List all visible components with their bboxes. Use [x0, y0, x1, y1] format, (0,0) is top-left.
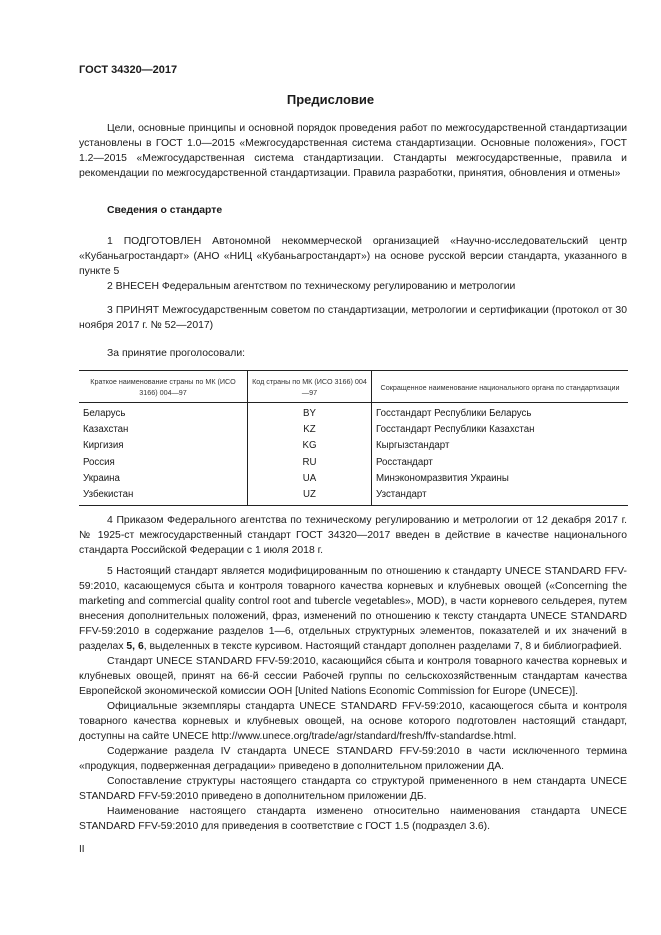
item-5-p1-pre: 5 Настоящий стандарт является модифицированным по отношению к стандарту UNECE STANDARD FFV-59:2010, касающемуся сбыта и контроля товарного качества корневых и клубневых овощей («Concerning the marketing and commercial quality control root and tubercle vegetables», MOD), в части корневого сельдерея, путем внесения дополнительных положений, фраз, изменений по отношению к тексту стандарта UNECE STANDARD FFV-59:2010 в содержание разделов 1—6, отдельных структурных элементов, показателей и их значений в разделах [79, 566, 627, 652]
country-cell: Киргизия [83, 440, 124, 452]
item-5-paragraph-1 [79, 564, 627, 654]
intro-text: Цели, основные принципы и основной порядок проведения работ по межгосударственной стандартизации установлены в ГОСТ 1.0—2015 «Межгосударственная система стандартизации. Основные положения», ГОСТ 1.2—2015 «Межгосударственная система стандартизации. Стандарты межгосударственные, правила и рекомендации по межгосударственной стандартизации. Правила разработки, принятия, обновления и отмены» [79, 123, 627, 179]
country-cell: Россия [83, 456, 115, 468]
item-5-paragraph-3: Официальные экземпляры стандарта UNECE STANDARD FFV-59:2010, касающегося сбыта и контроля товарного качества корневых и клубневых овощей, на основе которого подготовлен настоящий стандарт, доступны на сайте UNECE http://www.unece.org/trade/agr/standard/fresh/ffv-standardse.html. [79, 701, 627, 742]
code-cell: KG [248, 438, 372, 454]
authority-cell: Узстандарт [372, 487, 629, 506]
country-cell: Украина [83, 472, 120, 484]
item-5-paragraph-6: Наименование настоящего стандарта изменено относительно наименования стандарта UNECE STANDARD FFV-59:2010 для приведения в соответствие с ГОСТ 1.5 (подраздел 3.6). [79, 806, 627, 832]
page-title: Предисловие [286, 92, 375, 107]
code-cell: UA [248, 471, 372, 487]
code-cell: KZ [248, 422, 372, 438]
table-row [79, 471, 628, 487]
item-2-paragraph [79, 279, 627, 294]
page-number: II [79, 844, 85, 855]
item-5-p1-bold: 5, 6 [126, 641, 144, 652]
country-cell: Казахстан [83, 424, 129, 436]
authority-cell: Госстандарт Республики Беларусь [372, 403, 629, 423]
table-row [79, 455, 628, 471]
table-header-code: Код страны по МК (ИСО 3166) 004—97 [248, 371, 372, 403]
item-5-paragraph-5: Сопоставление структуры настоящего стандарта со структурой примененного в нем стандарта UNECE STANDARD FFV-59:2010 приведено в дополнительном приложении ДБ. [79, 776, 627, 802]
authority-cell: Росстандарт [372, 455, 629, 471]
table-header-authority: Сокращенное наименование национального органа по стандартизации [372, 371, 629, 403]
table-row [79, 403, 628, 423]
voted-label: За принятие проголосовали: [107, 348, 246, 359]
item-4-text: 4 Приказом Федерального агентства по техническому регулированию и метрологии от 12 декабря 2017 г. № 1925-ст межгосударственный стандарт ГОСТ 34320—2017 введен в действие в качестве национального стандарта Российской Федерации с 1 июля 2018 г. [79, 515, 627, 556]
code-cell: BY [248, 403, 372, 423]
item-5-paragraph-2: Стандарт UNECE STANDARD FFV-59:2010, касающийся сбыта и контроля товарного качества корневых и клубневых овощей, принят на 66-й сессии Рабочей группы по сельскохозяйственным стандартам качества Европейской экономической комиссии ООН [United Nations Economic Commission for Europe (UNECE)]. [79, 656, 627, 697]
item-5-paragraph-4: Содержание раздела IV стандарта UNECE STANDARD FFV-59:2010 в части исключенного термина «продукция, подверженная деградации» приведено в дополнительном приложении ДА. [79, 746, 627, 772]
item-1-paragraph [79, 234, 627, 279]
table-header-country: Краткое наименование страны по МК (ИСО 3166) 004—97 [79, 371, 248, 403]
document-code-header: ГОСТ 34320—2017 [79, 64, 178, 76]
code-cell: UZ [248, 487, 372, 506]
authority-cell: Минэкономразвития Украины [372, 471, 629, 487]
table-row [79, 422, 628, 438]
item-5-section [79, 564, 627, 834]
item-4-paragraph [79, 513, 627, 558]
country-cell: Узбекистан [79, 487, 248, 506]
table-row [79, 438, 628, 454]
item-5-p1-post: , выделенных в тексте курсивом. Настоящий стандарт дополнен разделами 7, 8 и библиографией. [143, 641, 622, 652]
table-row [79, 487, 628, 506]
code-cell: RU [248, 455, 372, 471]
standard-info-heading: Сведения о стандарте [107, 205, 223, 216]
item-2-text: 2 ВНЕСЕН Федеральным агентством по техническому регулированию и метрологии [107, 281, 516, 292]
intro-paragraph [79, 121, 627, 181]
table-header-row [79, 371, 628, 403]
item-3-paragraph [79, 303, 627, 333]
countries-table [79, 370, 628, 506]
item-3-text: 3 ПРИНЯТ Межгосударственным советом по стандартизации, метрологии и сертификации (протокол от 30 ноября 2017 г. № 52—2017) [79, 305, 627, 331]
authority-cell: Кыргызстандарт [372, 438, 629, 454]
authority-cell: Госстандарт Республики Казахстан [372, 422, 629, 438]
country-cell: Беларусь [83, 408, 126, 419]
item-1-text: 1 ПОДГОТОВЛЕН Автономной некоммерческой организацией «Научно-исследовательский центр «Кубаньагростандарт» (АНО «НИЦ «Кубаньагростандарт») на основе русской версии стандарта, указанного в пункте 5 [79, 236, 627, 277]
